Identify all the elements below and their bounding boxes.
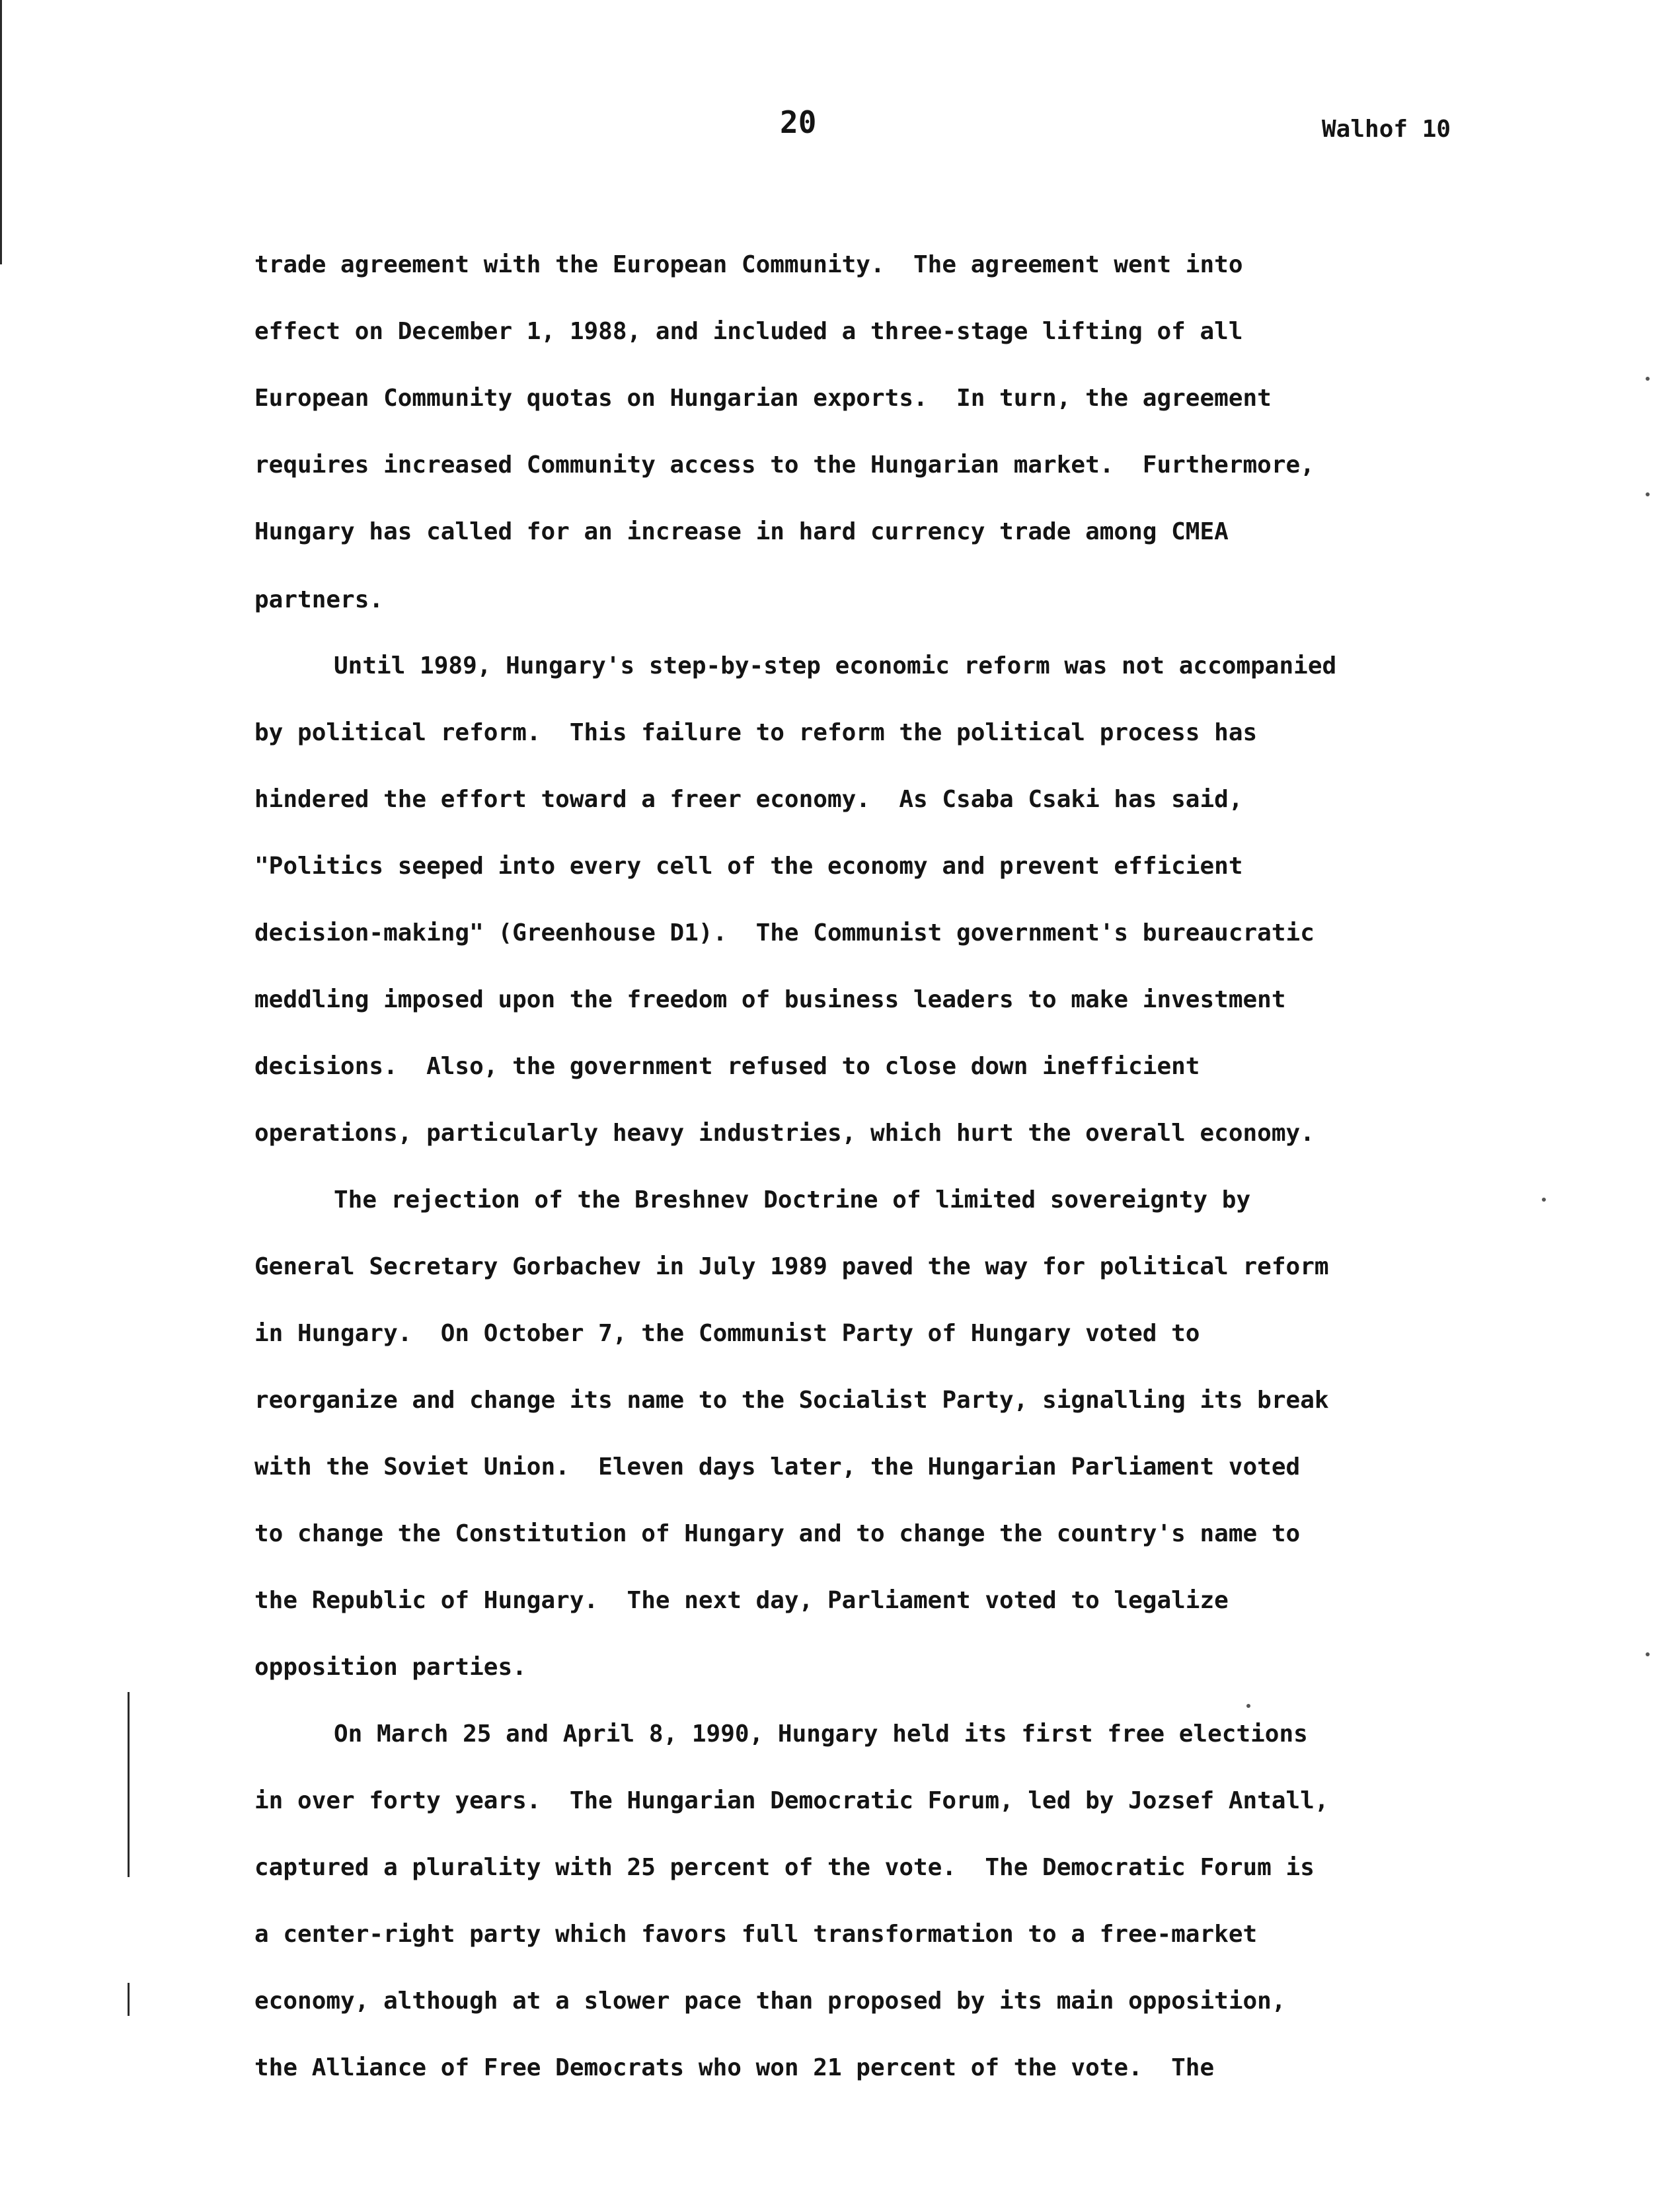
paragraph-first-line: On March 25 and April 8, 1990, Hungary held its first free elections — [334, 1720, 1308, 1748]
body-line: in Hungary. On October 7, the Communist Party of Hungary voted to — [254, 1320, 1200, 1347]
scan-speck — [1646, 377, 1650, 381]
body-line: requires increased Community access to the Hungarian market. Furthermore, — [254, 451, 1315, 479]
scan-speck — [1542, 1198, 1546, 1202]
body-line: hindered the effort toward a freer economy. As Csaba Csaki has said, — [254, 786, 1243, 813]
page-number: 20 — [780, 104, 817, 140]
body-line: to change the Constitution of Hungary and to change the country's name to — [254, 1520, 1301, 1547]
running-head: Walhof 10 — [1322, 116, 1451, 143]
body-line: the Republic of Hungary. The next day, Parliament voted to legalize — [254, 1587, 1229, 1614]
paragraph-first-line: Until 1989, Hungary's step-by-step economic reform was not accompanied — [334, 652, 1337, 679]
body-line: captured a plurality with 25 percent of the vote. The Democratic Forum is — [254, 1854, 1315, 1881]
body-line: with the Soviet Union. Eleven days later, the Hungarian Parliament voted — [254, 1453, 1301, 1481]
body-line: General Secretary Gorbachev in July 1989 paved the way for political reform — [254, 1253, 1329, 1280]
body-line: the Alliance of Free Democrats who won 21 percent of the vote. The — [254, 2054, 1215, 2081]
body-line: reorganize and change its name to the Socialist Party, signalling its break — [254, 1387, 1329, 1414]
body-line: "Politics seeped into every cell of the economy and prevent efficient — [254, 853, 1243, 880]
body-line: partners. — [254, 586, 384, 613]
body-line: a center-right party which favors full transformation to a free-market — [254, 1921, 1258, 1948]
body-line: Hungary has called for an increase in hard currency trade among CMEA — [254, 518, 1229, 545]
body-line: effect on December 1, 1988, and included a three-stage lifting of all — [254, 318, 1243, 345]
body-line: economy, although at a slower pace than proposed by its main opposition, — [254, 1987, 1286, 2015]
scan-margin-line-bottom — [128, 1983, 130, 2016]
body-line: opposition parties. — [254, 1654, 527, 1681]
body-line: meddling imposed upon the freedom of business leaders to make investment — [254, 986, 1286, 1013]
body-line: decision-making" (Greenhouse D1). The Communist government's bureaucratic — [254, 919, 1315, 946]
scan-speck — [1646, 1652, 1650, 1656]
scan-speck — [1646, 492, 1650, 496]
body-line: operations, particularly heavy industries, which hurt the overall economy. — [254, 1120, 1315, 1147]
scan-margin-line-top — [0, 0, 2, 264]
body-line: by political reform. This failure to reform the political process has — [254, 719, 1258, 746]
body-line: trade agreement with the European Community. The agreement went into — [254, 251, 1243, 278]
body-line: decisions. Also, the government refused to close down inefficient — [254, 1053, 1200, 1080]
paragraph-first-line: The rejection of the Breshnev Doctrine of limited sovereignty by — [334, 1186, 1251, 1213]
body-line: in over forty years. The Hungarian Democratic Forum, led by Jozsef Antall, — [254, 1787, 1329, 1814]
scan-speck — [1246, 1704, 1250, 1708]
scan-margin-line-lower — [128, 1692, 130, 1877]
body-line: European Community quotas on Hungarian exports. In turn, the agreement — [254, 385, 1272, 412]
